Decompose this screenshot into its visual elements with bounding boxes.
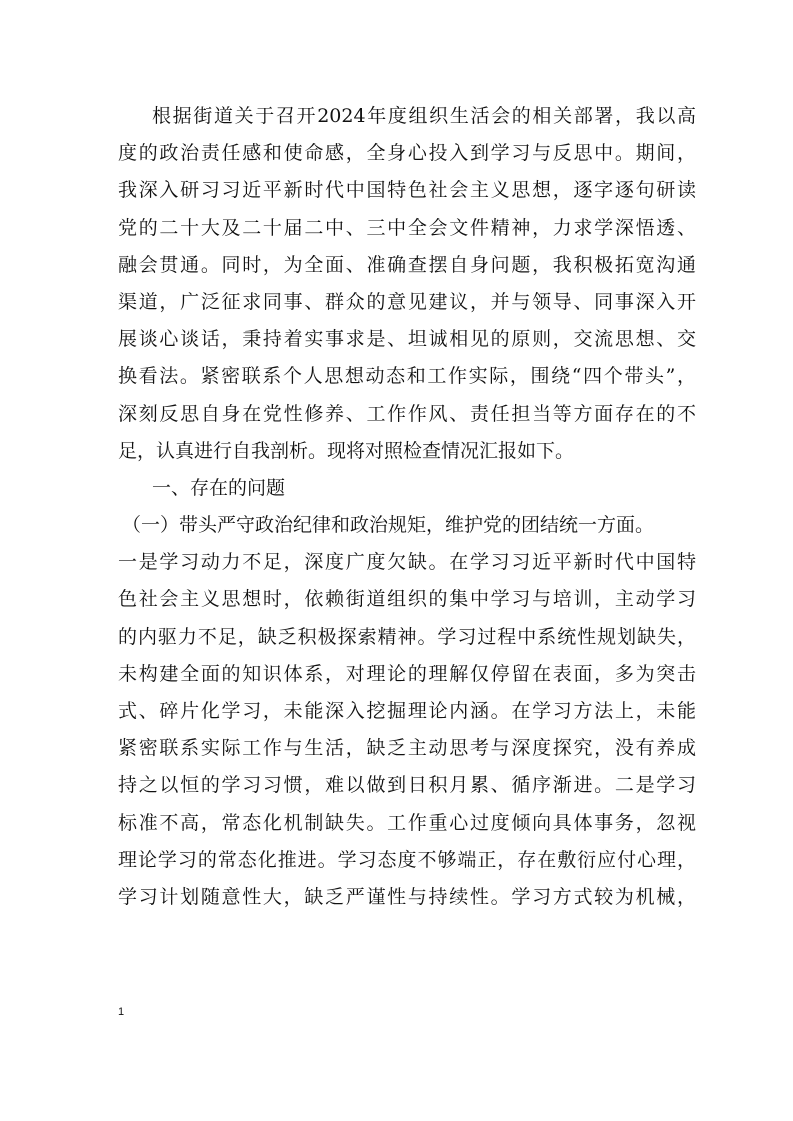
paragraph-line: 理论学习的常态化推进。学习态度不够端正，存在敷衍应付心理， [118, 848, 696, 871]
paragraph-line: 我深入研习习近平新时代中国特色社会主义思想，逐字逐句研读 [118, 179, 696, 202]
paragraph-line: 未构建全面的知识体系，对理论的理解仅停留在表面，多为突击 [118, 662, 696, 685]
paragraph-line: 渠道，广泛征求同事、群众的意见建议，并与领导、同事深入开 [118, 290, 696, 313]
subsection-heading: （一）带头严守政治纪律和政治规矩，维护党的团结统一方面。 [122, 514, 655, 537]
paragraph-line: 深刻反思自身在党性修养、工作作风、责任担当等方面存在的不 [118, 402, 696, 425]
paragraph-line: 学习计划随意性大，缺乏严谨性与持续性。学习方式较为机械， [118, 885, 696, 908]
document-body [118, 98, 696, 916]
paragraph-line: 一是学习动力不足，深度广度欠缺。在学习习近平新时代中国特 [118, 551, 696, 574]
paragraph-line: 根据街道关于召开2024年度组织生活会的相关部署，我以高 [152, 105, 696, 127]
paragraph-line: 换看法。紧密联系个人思想动态和工作实际，围绕“四个带头”， [118, 365, 696, 388]
paragraph-line: 式、碎片化学习，未能深入挖掘理论内涵。在学习方法上，未能 [118, 700, 696, 722]
page-number: 1 [118, 1006, 125, 1018]
paragraph-line: 持之以恒的学习习惯，难以做到日积月累、循序渐进。二是学习 [118, 774, 696, 797]
paragraph-line: 展谈心谈话，秉持着实事求是、坦诚相见的原则，交流思想、交 [118, 328, 696, 351]
paragraph-line: 党的二十大及二十届二中、三中全会文件精神，力求学深悟透、 [118, 216, 696, 239]
paragraph-line: 的内驱力不足，缺乏积极探索精神。学习过程中系统性规划缺失， [118, 625, 696, 648]
section-heading: 一、存在的问题 [152, 476, 286, 499]
paragraph-line: 度的政治责任感和使命感，全身心投入到学习与反思中。期间， [118, 142, 696, 165]
paragraph-line: 标准不高，常态化机制缺失。工作重心过度倾向具体事务，忽视 [118, 811, 696, 834]
paragraph-line: 融会贯通。同时，为全面、准确查摆自身问题，我积极拓宽沟通 [118, 253, 696, 276]
paragraph-line: 色社会主义思想时，依赖街道组织的集中学习与培训，主动学习 [118, 588, 696, 611]
paragraph-line: 足，认真进行自我剖析。现将对照检查情况汇报如下。 [118, 439, 575, 462]
paragraph-line: 紧密联系实际工作与生活，缺乏主动思考与深度探究，没有养成 [118, 737, 696, 760]
